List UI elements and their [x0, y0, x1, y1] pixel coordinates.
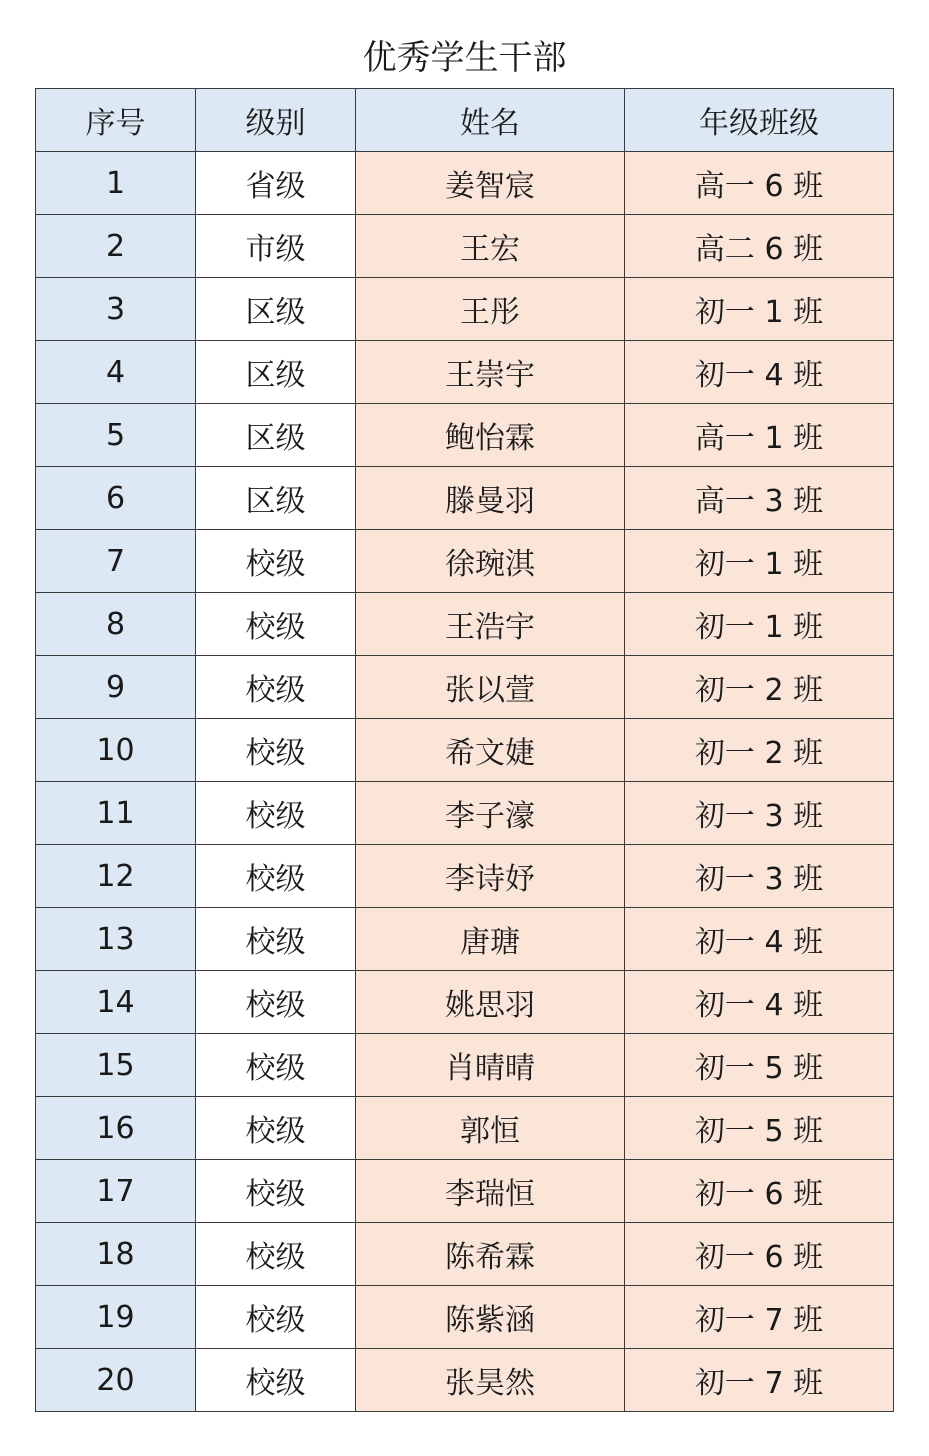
row-level-cell: 校级	[196, 782, 356, 845]
row-level-cell: 校级	[196, 971, 356, 1034]
table-row	[36, 719, 894, 782]
row-class-cell: 初一 1 班	[625, 593, 894, 656]
row-class-cell: 初一 7 班	[625, 1349, 894, 1412]
row-name-cell: 鲍怡霖	[356, 404, 625, 467]
row-level-cell: 校级	[196, 656, 356, 719]
row-name-cell: 王崇宇	[356, 341, 625, 404]
row-index-cell: 2	[36, 215, 196, 278]
table-row	[36, 1097, 894, 1160]
row-name-cell: 王浩宇	[356, 593, 625, 656]
table-row	[36, 152, 894, 215]
row-index-cell: 17	[36, 1160, 196, 1223]
row-name-cell: 李瑞恒	[356, 1160, 625, 1223]
row-index-cell: 4	[36, 341, 196, 404]
row-class-cell: 初一 2 班	[625, 656, 894, 719]
row-index-cell: 18	[36, 1223, 196, 1286]
table-row	[36, 845, 894, 908]
table-row	[36, 656, 894, 719]
table-row	[36, 971, 894, 1034]
row-class-cell: 初一 4 班	[625, 908, 894, 971]
row-class-cell: 初一 5 班	[625, 1097, 894, 1160]
row-index-cell: 12	[36, 845, 196, 908]
row-index-cell: 8	[36, 593, 196, 656]
row-level-cell: 区级	[196, 467, 356, 530]
row-index-cell: 3	[36, 278, 196, 341]
table-row	[36, 404, 894, 467]
row-class-cell: 初一 5 班	[625, 1034, 894, 1097]
row-class-cell: 高一 6 班	[625, 152, 894, 215]
row-index-cell: 5	[36, 404, 196, 467]
row-name-cell: 陈希霖	[356, 1223, 625, 1286]
row-class-cell: 高一 3 班	[625, 467, 894, 530]
row-level-cell: 校级	[196, 530, 356, 593]
row-level-cell: 区级	[196, 341, 356, 404]
row-index-cell: 13	[36, 908, 196, 971]
row-index-cell: 19	[36, 1286, 196, 1349]
row-class-cell: 初一 6 班	[625, 1223, 894, 1286]
row-class-cell: 初一 4 班	[625, 341, 894, 404]
table-row	[36, 278, 894, 341]
table-row	[36, 1286, 894, 1349]
row-index-cell: 11	[36, 782, 196, 845]
row-level-cell: 校级	[196, 593, 356, 656]
header-index: 序号	[36, 89, 196, 152]
row-level-cell: 校级	[196, 908, 356, 971]
row-level-cell: 校级	[196, 1223, 356, 1286]
page-title: 优秀学生干部	[362, 38, 567, 78]
row-name-cell: 张以萱	[356, 656, 625, 719]
row-name-cell: 姚思羽	[356, 971, 625, 1034]
row-class-cell: 初一 1 班	[625, 278, 894, 341]
row-name-cell: 陈紫涵	[356, 1286, 625, 1349]
table-row	[36, 908, 894, 971]
row-level-cell: 校级	[196, 1349, 356, 1412]
table-row	[36, 1160, 894, 1223]
row-name-cell: 王宏	[356, 215, 625, 278]
row-name-cell: 唐瑭	[356, 908, 625, 971]
table-row	[36, 593, 894, 656]
row-index-cell: 9	[36, 656, 196, 719]
row-level-cell: 校级	[196, 1034, 356, 1097]
row-class-cell: 初一 3 班	[625, 845, 894, 908]
row-class-cell: 高二 6 班	[625, 215, 894, 278]
table-row	[36, 341, 894, 404]
header-name: 姓名	[356, 89, 625, 152]
row-level-cell: 校级	[196, 1097, 356, 1160]
row-index-cell: 6	[36, 467, 196, 530]
table-row	[36, 1349, 894, 1412]
table-header-row	[36, 89, 894, 152]
row-index-cell: 16	[36, 1097, 196, 1160]
row-level-cell: 校级	[196, 1160, 356, 1223]
row-name-cell: 郭恒	[356, 1097, 625, 1160]
header-level: 级别	[196, 89, 356, 152]
row-class-cell: 初一 6 班	[625, 1160, 894, 1223]
row-class-cell: 初一 1 班	[625, 530, 894, 593]
table-row	[36, 467, 894, 530]
row-name-cell: 李子濠	[356, 782, 625, 845]
row-level-cell: 校级	[196, 719, 356, 782]
row-index-cell: 20	[36, 1349, 196, 1412]
row-name-cell: 姜智宸	[356, 152, 625, 215]
row-class-cell: 初一 2 班	[625, 719, 894, 782]
table-row	[36, 1223, 894, 1286]
table-row	[36, 1034, 894, 1097]
table-row	[36, 530, 894, 593]
row-index-cell: 1	[36, 152, 196, 215]
table-body	[36, 152, 894, 1412]
cadre-table	[35, 88, 894, 1412]
row-index-cell: 14	[36, 971, 196, 1034]
row-class-cell: 初一 3 班	[625, 782, 894, 845]
row-name-cell: 滕曼羽	[356, 467, 625, 530]
row-name-cell: 李诗妤	[356, 845, 625, 908]
row-index-cell: 10	[36, 719, 196, 782]
row-level-cell: 省级	[196, 152, 356, 215]
row-index-cell: 7	[36, 530, 196, 593]
row-class-cell: 初一 4 班	[625, 971, 894, 1034]
row-level-cell: 区级	[196, 278, 356, 341]
row-name-cell: 肖晴晴	[356, 1034, 625, 1097]
table-row	[36, 215, 894, 278]
row-level-cell: 区级	[196, 404, 356, 467]
row-name-cell: 张昊然	[356, 1349, 625, 1412]
row-level-cell: 校级	[196, 845, 356, 908]
row-class-cell: 初一 7 班	[625, 1286, 894, 1349]
header-class: 年级班级	[625, 89, 894, 152]
row-name-cell: 徐琬淇	[356, 530, 625, 593]
row-index-cell: 15	[36, 1034, 196, 1097]
row-level-cell: 校级	[196, 1286, 356, 1349]
table-row	[36, 782, 894, 845]
row-level-cell: 市级	[196, 215, 356, 278]
row-name-cell: 希文婕	[356, 719, 625, 782]
row-name-cell: 王彤	[356, 278, 625, 341]
row-class-cell: 高一 1 班	[625, 404, 894, 467]
